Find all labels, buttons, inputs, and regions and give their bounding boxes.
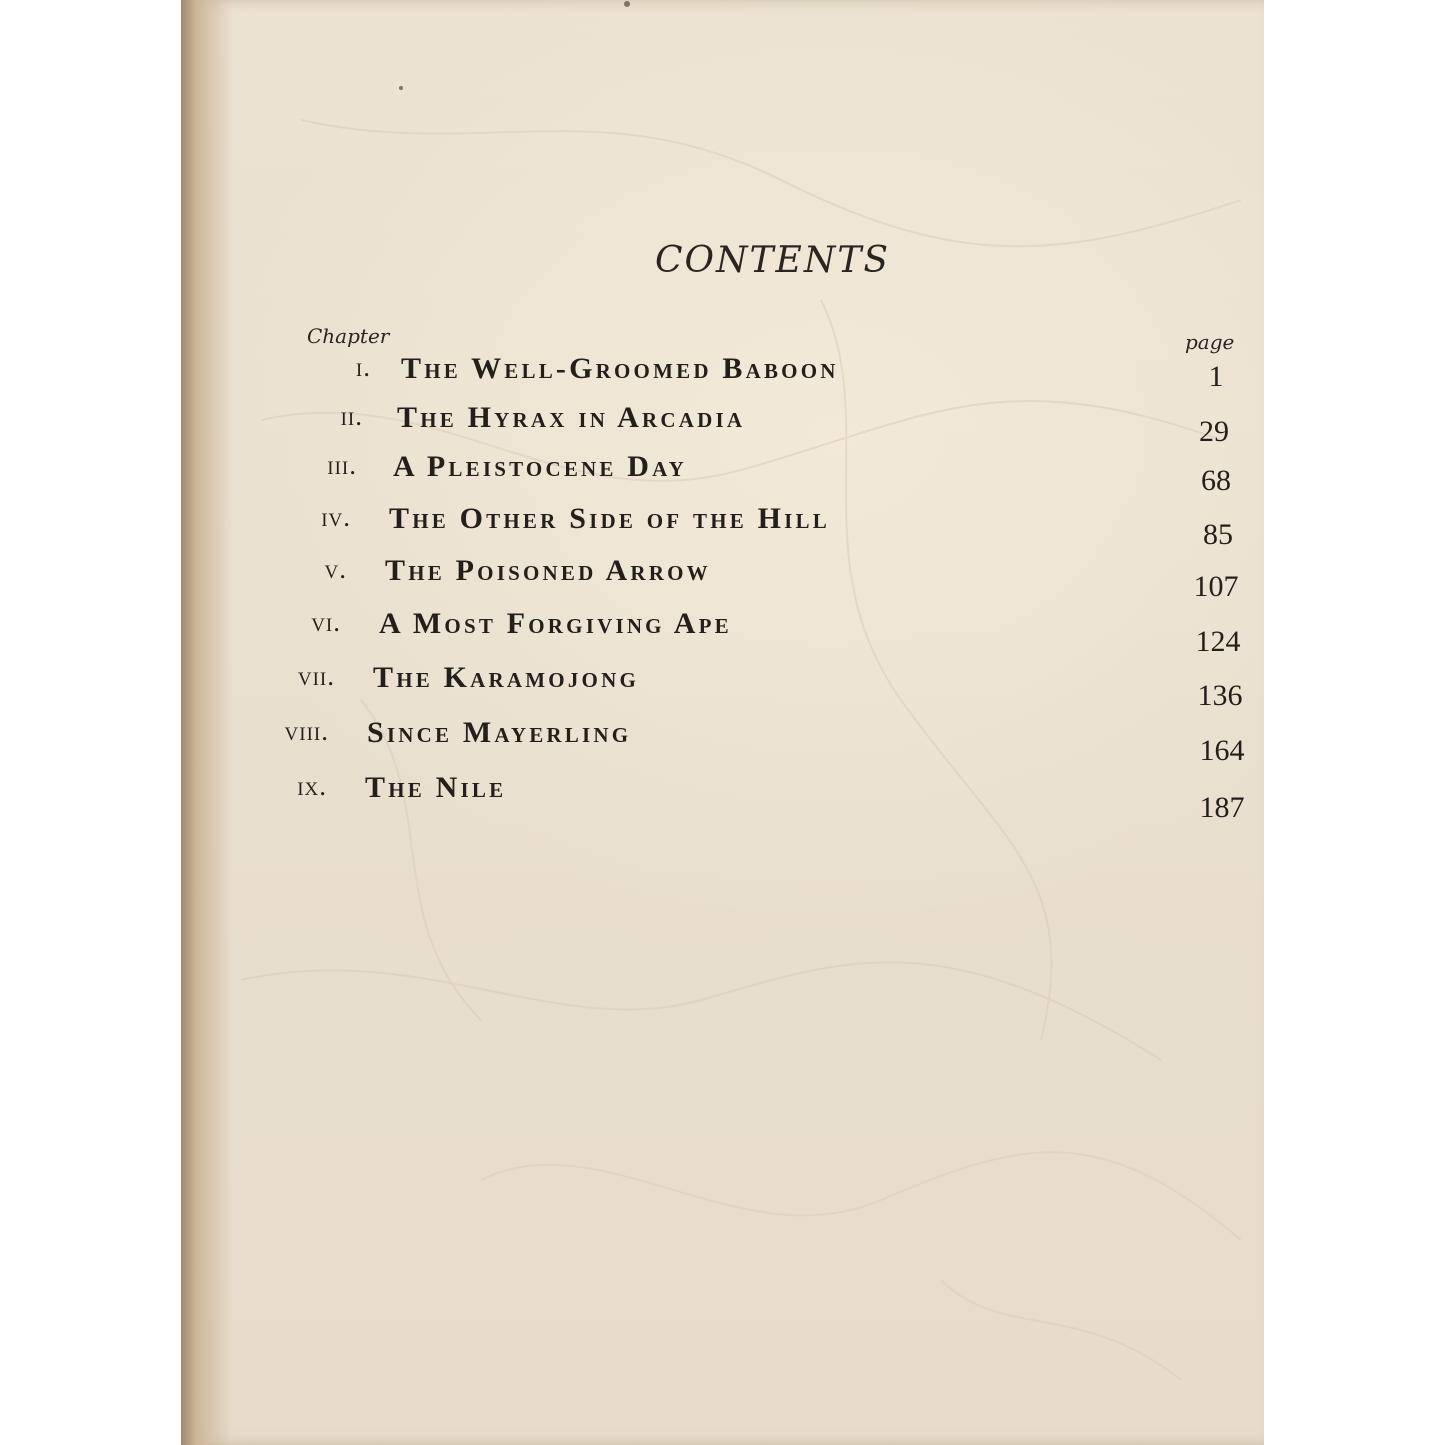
chapter-title: The Well-Groomed Baboon <box>401 352 839 385</box>
toc-entry <box>181 554 1264 603</box>
page-column-label: page <box>1185 330 1235 354</box>
chapter-numeral: i. <box>355 352 371 382</box>
toc-entry <box>181 661 1264 712</box>
chapter-column-label: Chapter <box>307 324 390 348</box>
chapter-page-number: 187 <box>1199 791 1245 824</box>
chapter-numeral: vii. <box>297 661 335 691</box>
chapter-title: Since Mayerling <box>367 716 632 749</box>
chapter-numeral: vi. <box>311 607 341 637</box>
toc-entry <box>181 401 1264 448</box>
chapter-title: The Nile <box>365 771 507 804</box>
chapter-page-number: 29 <box>1199 415 1229 448</box>
chapter-page-number: 68 <box>1201 464 1231 497</box>
toc-entry <box>181 450 1264 497</box>
chapter-title: The Hyrax in Arcadia <box>397 401 746 434</box>
chapter-numeral: v. <box>324 554 347 584</box>
toc-entry <box>181 771 1264 824</box>
book-page <box>181 0 1264 1445</box>
chapter-numeral: viii. <box>284 716 329 746</box>
chapter-title: A Pleistocene Day <box>393 450 687 483</box>
chapter-title: The Karamojong <box>373 661 639 694</box>
chapter-page-number: 1 <box>1208 360 1224 393</box>
chapter-page-number: 85 <box>1203 518 1233 551</box>
chapter-title: A Most Forgiving Ape <box>379 607 732 640</box>
chapter-numeral: iv. <box>321 502 351 532</box>
contents-heading: CONTENTS <box>654 240 891 281</box>
chapter-numeral: ii. <box>340 401 363 431</box>
chapter-page-number: 136 <box>1197 679 1243 712</box>
chapter-page-number: 164 <box>1199 734 1245 767</box>
chapter-title: The Poisoned Arrow <box>385 554 711 587</box>
toc-entry <box>181 502 1264 551</box>
toc-entry <box>181 716 1264 767</box>
toc-entry <box>181 607 1264 658</box>
chapter-title: The Other Side of the Hill <box>389 502 830 535</box>
chapter-numeral: iii. <box>327 450 357 480</box>
toc-entry <box>181 352 1264 396</box>
chapter-page-number: 124 <box>1195 625 1241 658</box>
chapter-page-number: 107 <box>1193 570 1239 603</box>
chapter-numeral: ix. <box>297 771 327 801</box>
